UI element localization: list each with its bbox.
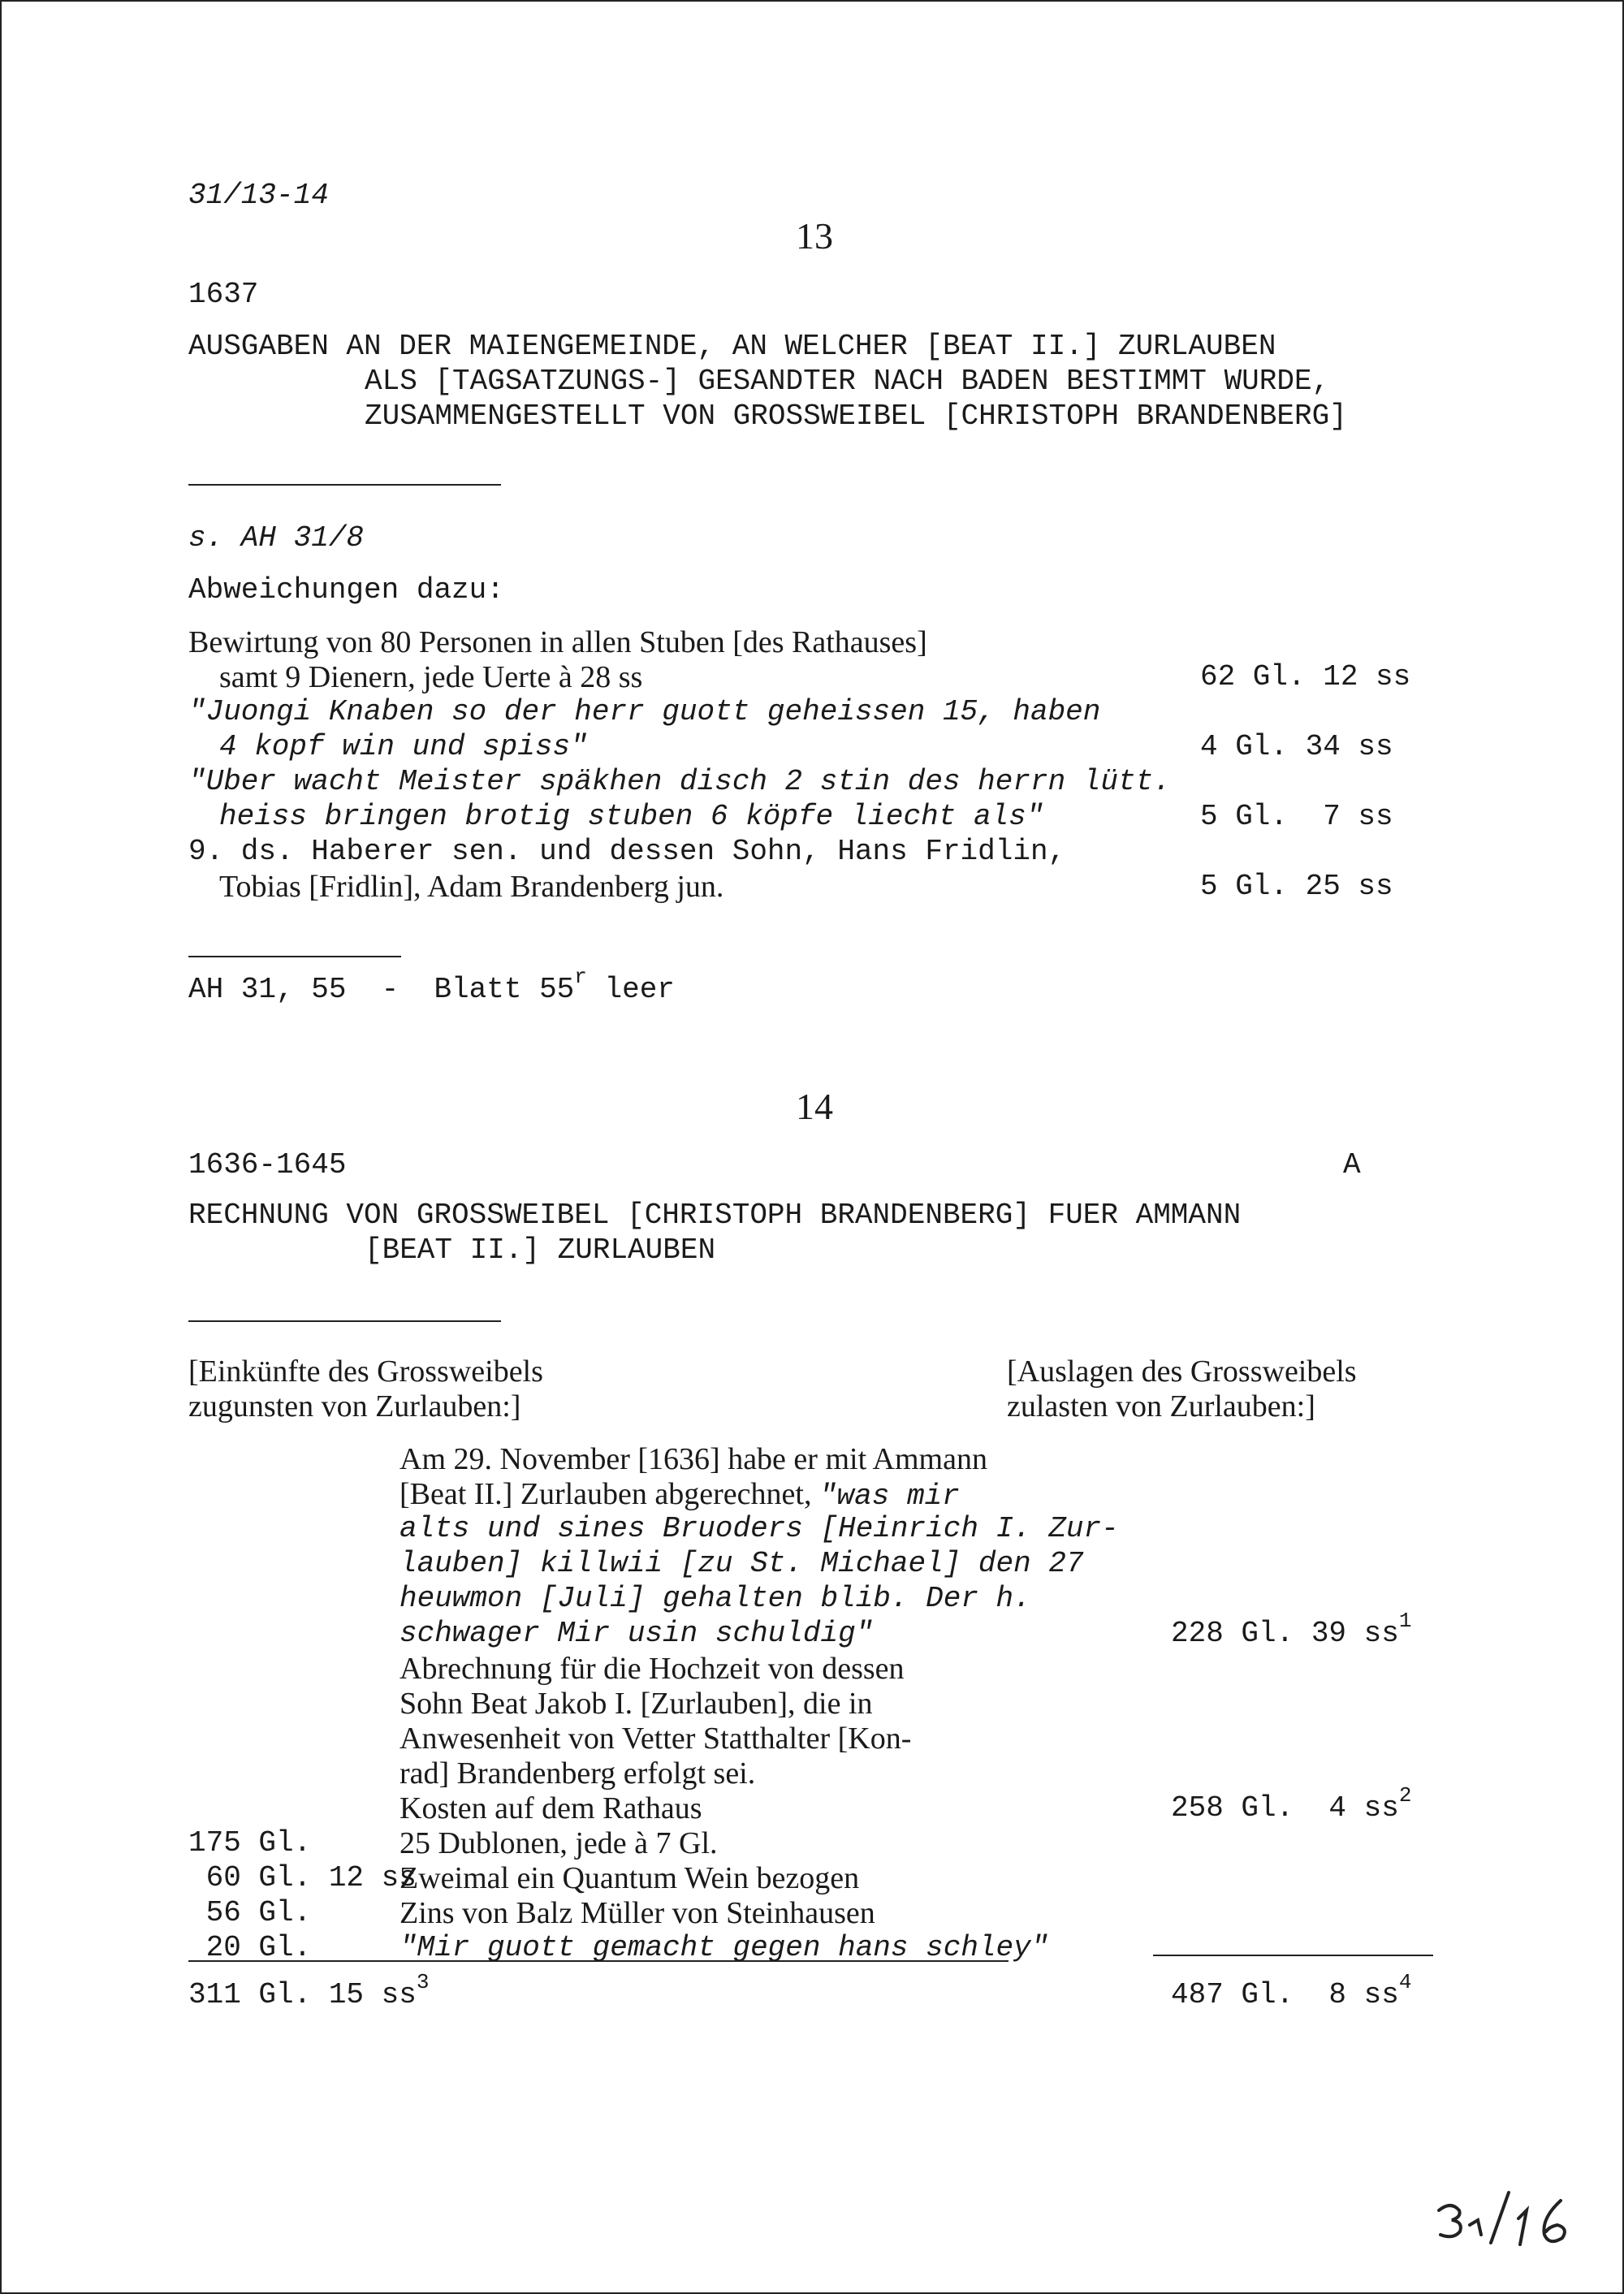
entry-number-14: 14: [796, 1086, 833, 1127]
expense-item-4-line-2: Tobias [Fridlin], Adam Brandenberg jun.: [219, 870, 724, 904]
footnote-rule: [188, 956, 401, 957]
expenses-heading-line-2: zulasten von Zurlauben:]: [1007, 1389, 1315, 1423]
footnote-end: leer: [586, 973, 675, 1006]
account-line-2-quote: "was mir: [818, 1480, 960, 1513]
expenses-heading-line-1: [Auslagen des Grossweibels: [1007, 1354, 1357, 1389]
account-line-8: Sohn Beat Jakob I. [Zurlauben], die in: [400, 1687, 873, 1721]
account-line-13: Zweimal ein Quantum Wein bezogen: [400, 1861, 860, 1895]
expense-amount-2-footnote: 2: [1398, 1783, 1412, 1808]
expense-total-rule: [1153, 1955, 1433, 1956]
account-line-4: lauben] killwii [zu St. Michael] den 27: [400, 1547, 1084, 1580]
expense-amount-1-footnote: 1: [1398, 1609, 1412, 1633]
deviations-label: Abweichungen dazu:: [188, 573, 504, 607]
account-line-14: Zins von Balz Müller von Steinhausen: [400, 1896, 875, 1930]
income-total: [188, 1970, 430, 2012]
handwritten-folio-number: [1431, 2178, 1593, 2251]
income-amount-4: 20 Gl.: [188, 1931, 312, 1964]
account-line-11: Kosten auf dem Rathaus: [400, 1791, 702, 1825]
entry-13-year: 1637: [188, 278, 259, 311]
expense-item-2-line-1: "Juongi Knaben so der herr guott geheissen 15, haben: [188, 695, 1101, 728]
expense-item-3-line-2: heiss bringen brotig stuben 6 köpfe liecht als": [219, 800, 1044, 833]
expense-amount-2-value: 258 Gl. 4 ss: [1171, 1791, 1399, 1825]
account-line-12: 25 Dublonen, jede à 7 Gl.: [400, 1826, 718, 1860]
see-also-reference: s. AH 31/8: [188, 521, 365, 555]
expense-item-2-amount: 4 Gl. 34 ss: [1200, 730, 1393, 763]
account-line-3: alts und sines Bruoders [Heinrich I. Zur-: [400, 1512, 1119, 1545]
account-line-7: Abrechnung für die Hochzeit von dessen: [400, 1652, 905, 1686]
expense-item-3-amount: 5 Gl. 7 ss: [1200, 800, 1393, 833]
entry-14-title-line-2: [BEAT II.] ZURLAUBEN: [365, 1233, 716, 1267]
entry-number-13: 13: [796, 215, 833, 257]
expense-total-value: 487 Gl. 8 ss: [1171, 1978, 1399, 2011]
entry-14-letter: A: [1343, 1148, 1361, 1182]
entry-13-title-line-2: ALS [TAGSATZUNGS-] GESANDTER NACH BADEN BESTIMMT WURDE,: [365, 365, 1330, 398]
account-line-2: [400, 1477, 960, 1514]
footnote: [188, 965, 675, 1007]
entry-13-title-line-1: AUSGABEN AN DER MAIENGEMEINDE, AN WELCHER [BEAT II.] ZURLAUBEN: [188, 330, 1276, 363]
footnote-text: AH 31, 55 - Blatt 55: [188, 973, 575, 1006]
income-total-rule: [188, 1960, 1009, 1962]
income-total-footnote: 3: [416, 1970, 430, 1994]
entry-14-year: 1636-1645: [188, 1148, 347, 1182]
income-amount-2: 60 Gl. 12 ss: [188, 1861, 417, 1894]
income-total-value: 311 Gl. 15 ss: [188, 1978, 417, 2011]
expense-amount-2: [1171, 1783, 1412, 1825]
account-line-6: schwager Mir usin schuldig": [400, 1617, 874, 1650]
expense-item-1-line-2: samt 9 Dienern, jede Uerte à 28 ss: [219, 660, 643, 694]
account-line-2-text: [Beat II.] Zurlauben abgerechnet,: [400, 1477, 819, 1511]
expense-item-3-line-1: "Uber wacht Meister späkhen disch 2 stin des herrn lütt.: [188, 765, 1171, 798]
separator-rule: [188, 484, 501, 486]
expense-item-4-line-1: 9. ds. Haberer sen. und dessen Sohn, Hans Fridlin,: [188, 835, 1066, 868]
account-line-1: Am 29. November [1636] habe er mit Ammann: [400, 1442, 987, 1476]
expense-item-1-line-1: Bewirtung von 80 Personen in allen Stuben [des Rathauses]: [188, 625, 927, 659]
income-amount-1: 175 Gl.: [188, 1826, 312, 1860]
income-heading-line-1: [Einkünfte des Grossweibels: [188, 1354, 543, 1389]
expense-amount-1: [1171, 1609, 1412, 1651]
separator-rule-2: [188, 1320, 501, 1322]
entry-14-title-line-1: RECHNUNG VON GROSSWEIBEL [CHRISTOPH BRANDENBERG] FUER AMMANN: [188, 1199, 1242, 1232]
expense-total: [1171, 1970, 1412, 2012]
account-line-15: "Mir guott gemacht gegen hans schley": [400, 1931, 1049, 1964]
income-heading-line-2: zugunsten von Zurlauben:]: [188, 1389, 521, 1423]
expense-item-2-line-2: 4 kopf win und spiss": [219, 730, 588, 763]
account-line-5: heuwmon [Juli] gehalten blib. Der h.: [400, 1582, 1031, 1615]
expense-total-footnote: 4: [1398, 1970, 1412, 1994]
document-reference: 31/13-14: [188, 179, 329, 212]
expense-amount-1-value: 228 Gl. 39 ss: [1171, 1617, 1399, 1650]
expense-item-1-amount: 62 Gl. 12 ss: [1200, 660, 1411, 693]
account-line-9: Anwesenheit von Vetter Statthalter [Kon-: [400, 1722, 912, 1756]
entry-13-title-line-3: ZUSAMMENGESTELLT VON GROSSWEIBEL [CHRISTOPH BRANDENBERG]: [365, 400, 1347, 433]
expense-item-4-amount: 5 Gl. 25 ss: [1200, 870, 1393, 903]
income-amount-3: 56 Gl.: [188, 1896, 312, 1929]
account-line-10: rad] Brandenberg erfolgt sei.: [400, 1756, 756, 1791]
footnote-sup: r: [574, 965, 587, 989]
